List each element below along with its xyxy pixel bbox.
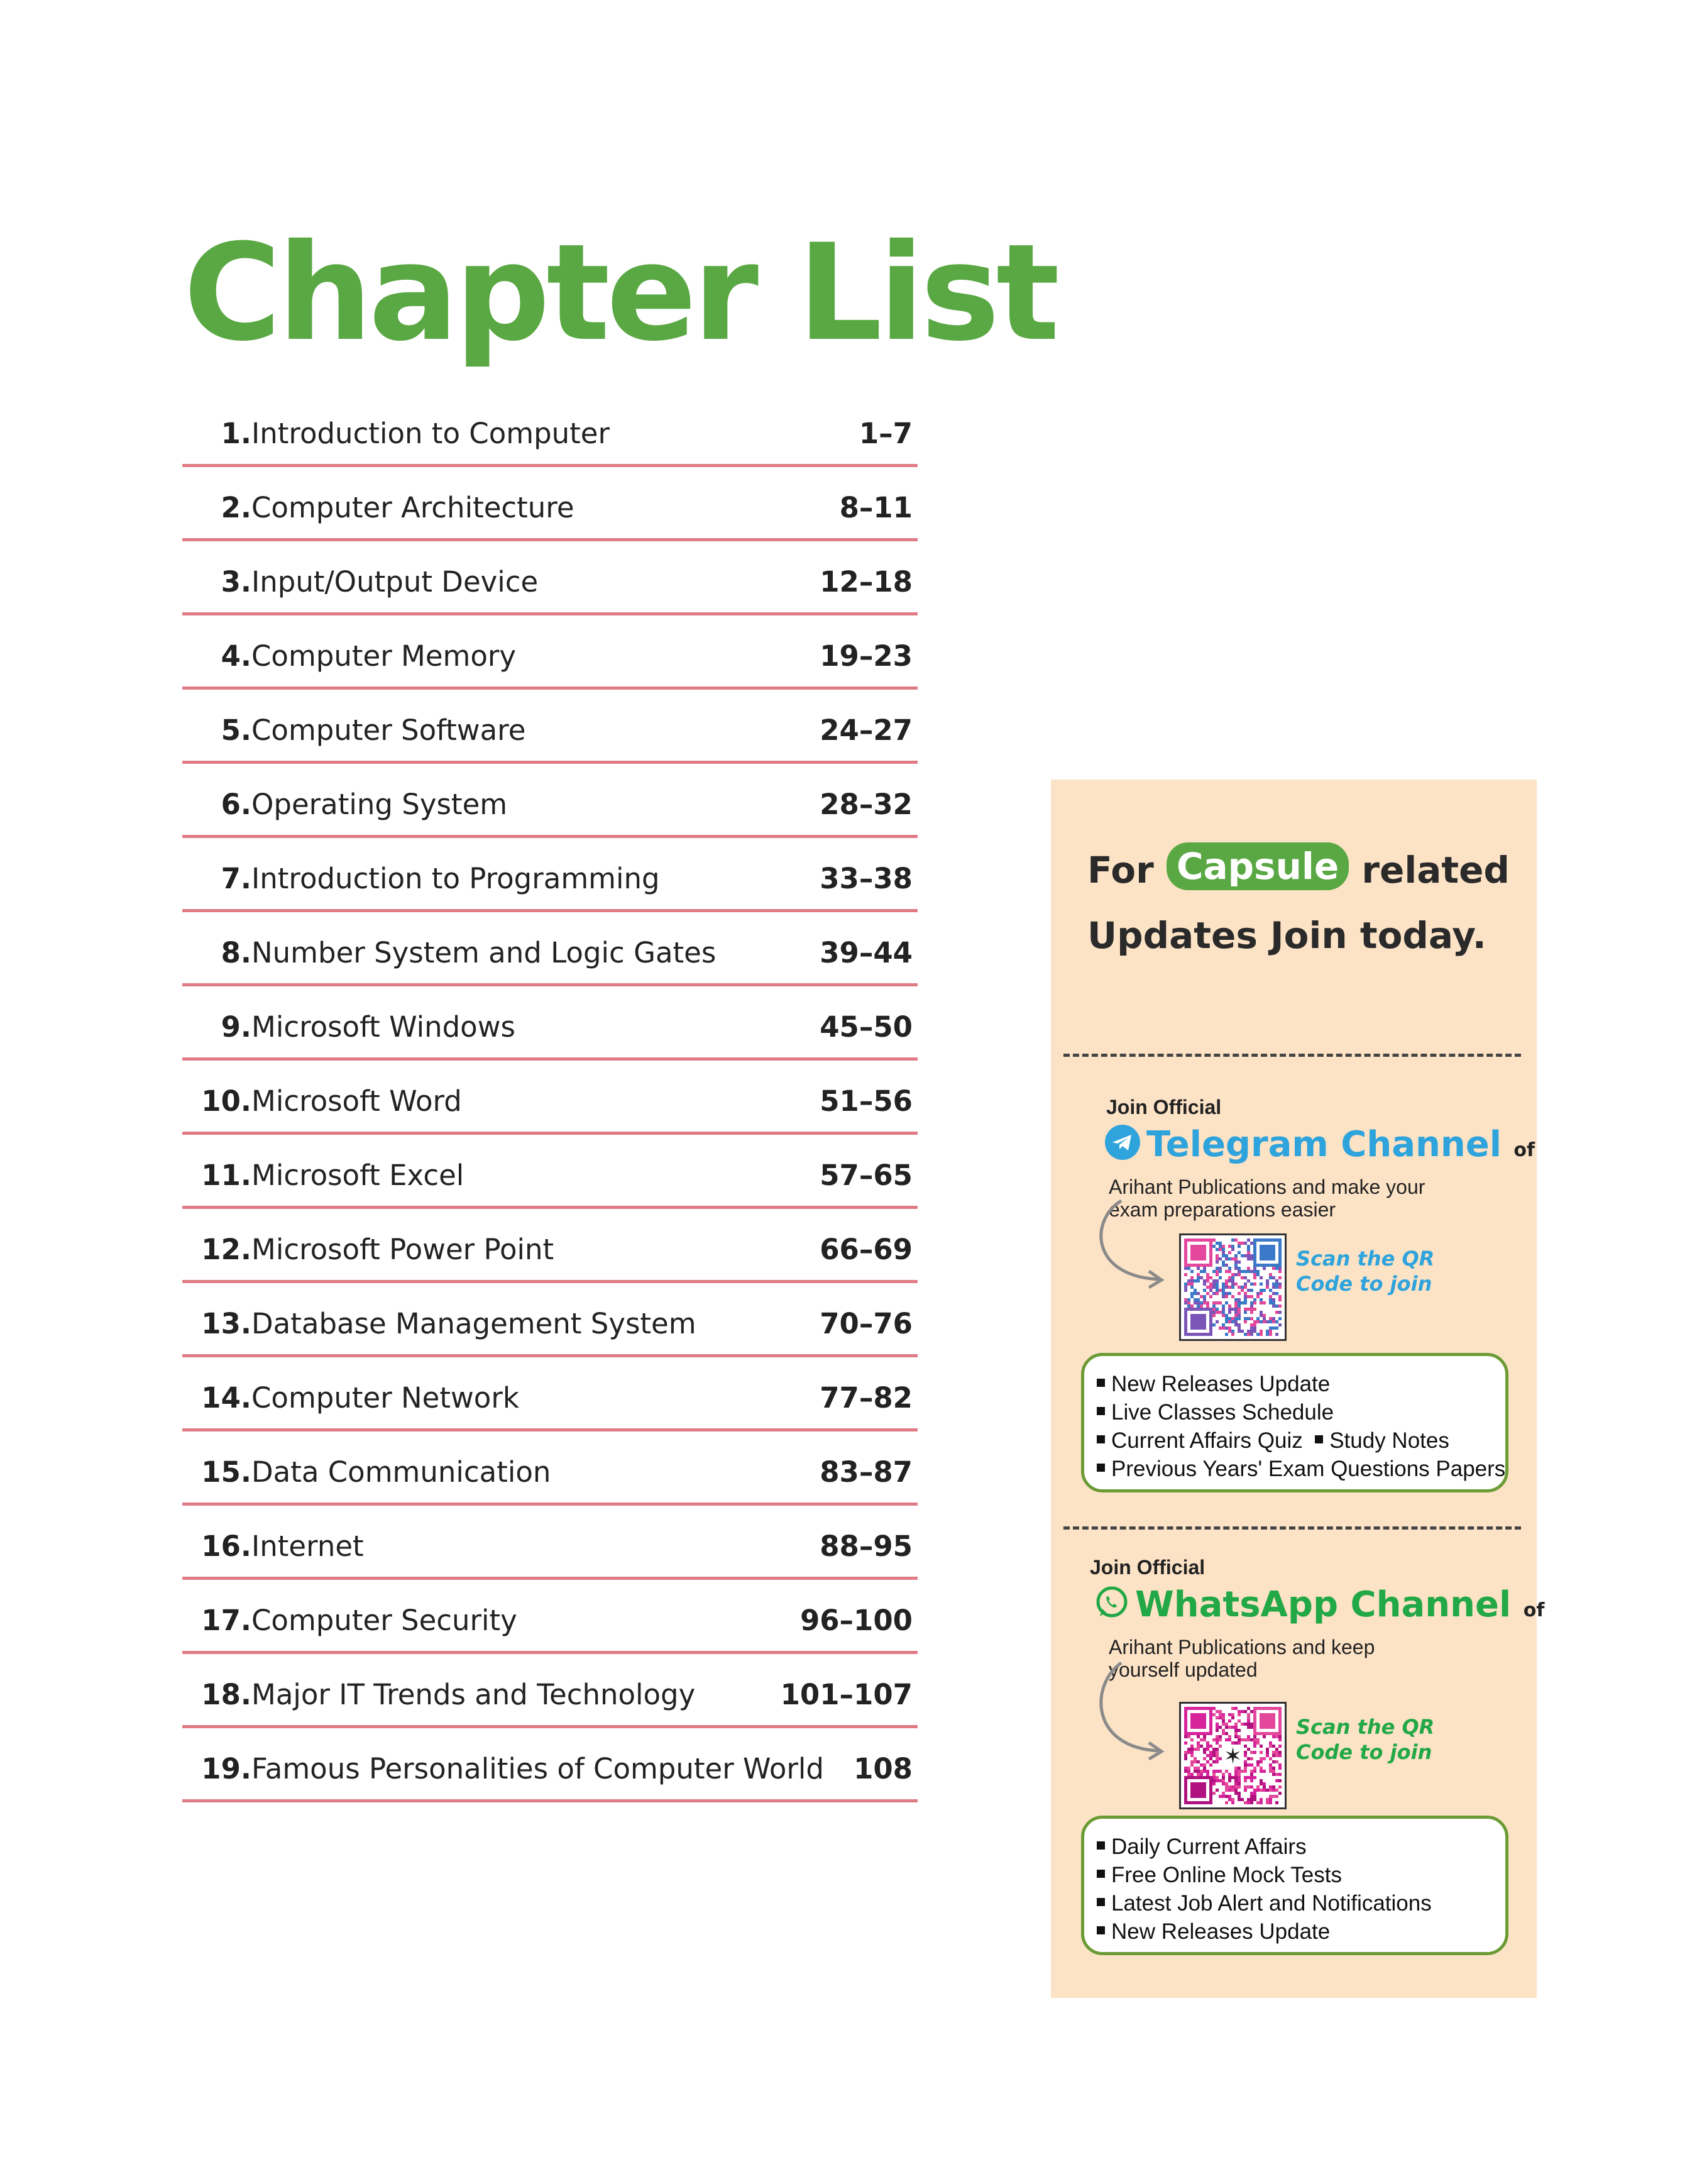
chapter-number: 12. — [201, 1233, 251, 1266]
chapter-row[interactable] — [182, 1654, 918, 1728]
chapter-number: 3. — [221, 565, 251, 598]
chapter-row[interactable] — [182, 1209, 918, 1283]
list-item: New Releases Update — [1097, 1370, 1505, 1398]
chapter-title: Computer Architecture — [251, 491, 574, 524]
chapter-pages: 70–76 — [820, 1307, 913, 1340]
chapter-pages: 45–50 — [820, 1010, 913, 1044]
telegram-benefits-box — [1081, 1353, 1508, 1492]
telegram-join-label: Join Official — [1106, 1096, 1222, 1118]
list-item: Live Classes Schedule — [1097, 1398, 1505, 1426]
chapter-row[interactable] — [182, 1061, 918, 1135]
chapter-title: Computer Software — [251, 714, 526, 747]
chapter-number: 11. — [201, 1159, 251, 1192]
list-item: Free Online Mock Tests — [1097, 1861, 1505, 1889]
page-title: Chapter List — [184, 215, 1057, 370]
curved-arrow-icon — [1084, 1657, 1184, 1767]
chapter-pages: 77–82 — [820, 1381, 913, 1415]
chapter-pages: 101–107 — [780, 1678, 913, 1711]
telegram-icon — [1105, 1125, 1140, 1160]
chapter-row[interactable] — [182, 1135, 918, 1209]
chapter-row[interactable] — [182, 1728, 918, 1802]
list-item: New Releases Update — [1097, 1917, 1505, 1946]
whatsapp-benefits-box — [1081, 1816, 1508, 1955]
chapter-pages: 19–23 — [820, 639, 913, 673]
chapter-number: 16. — [201, 1530, 251, 1563]
chapter-title: Internet — [251, 1530, 364, 1563]
chapter-title: Major IT Trends and Technology — [251, 1678, 696, 1711]
list-item: Latest Job Alert and Notifications — [1097, 1889, 1505, 1917]
chapter-row[interactable] — [182, 986, 918, 1061]
chapter-title: Microsoft Excel — [251, 1159, 464, 1192]
chapter-row[interactable] — [182, 541, 918, 615]
telegram-channel-name: Telegram Channel — [1146, 1124, 1502, 1165]
whatsapp-scan-text: Scan the QR Code to join — [1296, 1715, 1435, 1764]
chapter-pages: 96–100 — [799, 1604, 913, 1637]
divider-dashed-1 — [1063, 1054, 1521, 1057]
chapter-row[interactable] — [182, 393, 918, 467]
chapter-row[interactable] — [182, 467, 918, 541]
whatsapp-icon — [1094, 1585, 1129, 1620]
chapter-pages: 24–27 — [820, 714, 913, 747]
chapter-title: Introduction to Programming — [251, 862, 660, 895]
chapter-pages: 83–87 — [820, 1455, 913, 1489]
chapter-pages: 39–44 — [820, 936, 913, 969]
curved-arrow-icon — [1084, 1194, 1184, 1295]
chapter-number: 17. — [201, 1604, 251, 1637]
chapter-row[interactable] — [182, 1506, 918, 1580]
chapter-pages: 108 — [854, 1752, 913, 1785]
whatsapp-channel-name: WhatsApp Channel — [1135, 1584, 1512, 1625]
chapter-row[interactable] — [182, 764, 918, 838]
chapter-pages: 66–69 — [820, 1233, 913, 1266]
chapter-number: 7. — [221, 862, 251, 895]
chapter-title: Data Communication — [251, 1455, 551, 1489]
whatsapp-channel-title[interactable] — [1094, 1584, 1544, 1625]
chapter-pages: 28–32 — [820, 788, 913, 821]
whatsapp-of: of — [1523, 1599, 1545, 1621]
chapter-title: Microsoft Power Point — [251, 1233, 554, 1266]
chapter-number: 1. — [221, 417, 251, 450]
list-item: Daily Current Affairs — [1097, 1833, 1505, 1861]
chapter-title: Famous Personalities of Computer World — [251, 1752, 824, 1785]
svg-text:✶: ✶ — [1223, 1744, 1243, 1769]
chapter-number: 4. — [221, 639, 251, 673]
chapter-number: 2. — [221, 491, 251, 524]
chapter-title: Microsoft Windows — [251, 1010, 515, 1044]
chapter-pages: 33–38 — [820, 862, 913, 895]
chapter-title: Introduction to Computer — [251, 417, 610, 450]
promo-for: For — [1087, 849, 1154, 891]
chapter-number: 15. — [201, 1455, 251, 1489]
chapter-row[interactable] — [182, 1283, 918, 1357]
chapter-row[interactable] — [182, 690, 918, 764]
chapter-pages: 88–95 — [820, 1530, 913, 1563]
chapter-number: 19. — [201, 1752, 251, 1785]
chapter-title: Number System and Logic Gates — [251, 936, 717, 969]
whatsapp-description: Arihant Publications and keep yourself updated — [1109, 1636, 1375, 1681]
chapter-row[interactable] — [182, 912, 918, 986]
chapter-list — [182, 393, 918, 1802]
capsule-badge: Capsule — [1167, 842, 1349, 890]
chapter-number: 18. — [201, 1678, 251, 1711]
telegram-channel-title[interactable] — [1105, 1124, 1535, 1165]
promo-heading — [1087, 837, 1510, 968]
telegram-of: of — [1513, 1139, 1535, 1161]
chapter-number: 5. — [221, 714, 251, 747]
chapter-title: Computer Memory — [251, 639, 517, 673]
promo-panel — [1051, 780, 1545, 1998]
chapter-pages: 57–65 — [820, 1159, 913, 1192]
chapter-pages: 51–56 — [820, 1084, 913, 1118]
chapter-title: Input/Output Device — [251, 565, 539, 598]
chapter-number: 10. — [201, 1084, 251, 1118]
whatsapp-qr-code[interactable] — [1179, 1702, 1287, 1809]
whatsapp-join-label: Join Official — [1090, 1556, 1205, 1579]
chapter-title: Database Management System — [251, 1307, 696, 1340]
divider-dashed-2 — [1063, 1526, 1521, 1530]
telegram-qr-code[interactable] — [1179, 1233, 1287, 1341]
chapter-number: 9. — [221, 1010, 251, 1044]
chapter-row[interactable] — [182, 1431, 918, 1506]
chapter-title: Operating System — [251, 788, 508, 821]
chapter-row[interactable] — [182, 838, 918, 912]
chapter-title: Microsoft Word — [251, 1084, 462, 1118]
telegram-scan-text: Scan the QR Code to join — [1296, 1247, 1435, 1296]
list-item: Current Affairs Quiz Study Notes — [1097, 1426, 1505, 1455]
chapter-number: 8. — [221, 936, 251, 969]
telegram-description: Arihant Publications and make your exam preparations easier — [1109, 1176, 1425, 1221]
chapter-row[interactable] — [182, 1357, 918, 1431]
chapter-number: 13. — [201, 1307, 251, 1340]
chapter-pages: 8–11 — [839, 491, 913, 524]
list-item: Previous Years' Exam Questions Papers — [1097, 1455, 1505, 1483]
promo-line2: Updates Join today. — [1087, 914, 1486, 957]
chapter-row[interactable] — [182, 615, 918, 690]
chapter-title: Computer Network — [251, 1381, 519, 1415]
chapter-pages: 12–18 — [820, 565, 913, 598]
chapter-number: 6. — [221, 788, 251, 821]
chapter-number: 14. — [201, 1381, 251, 1415]
promo-related: related — [1361, 849, 1510, 891]
chapter-row[interactable] — [182, 1580, 918, 1654]
chapter-title: Computer Security — [251, 1604, 517, 1637]
chapter-pages: 1–7 — [859, 417, 913, 450]
